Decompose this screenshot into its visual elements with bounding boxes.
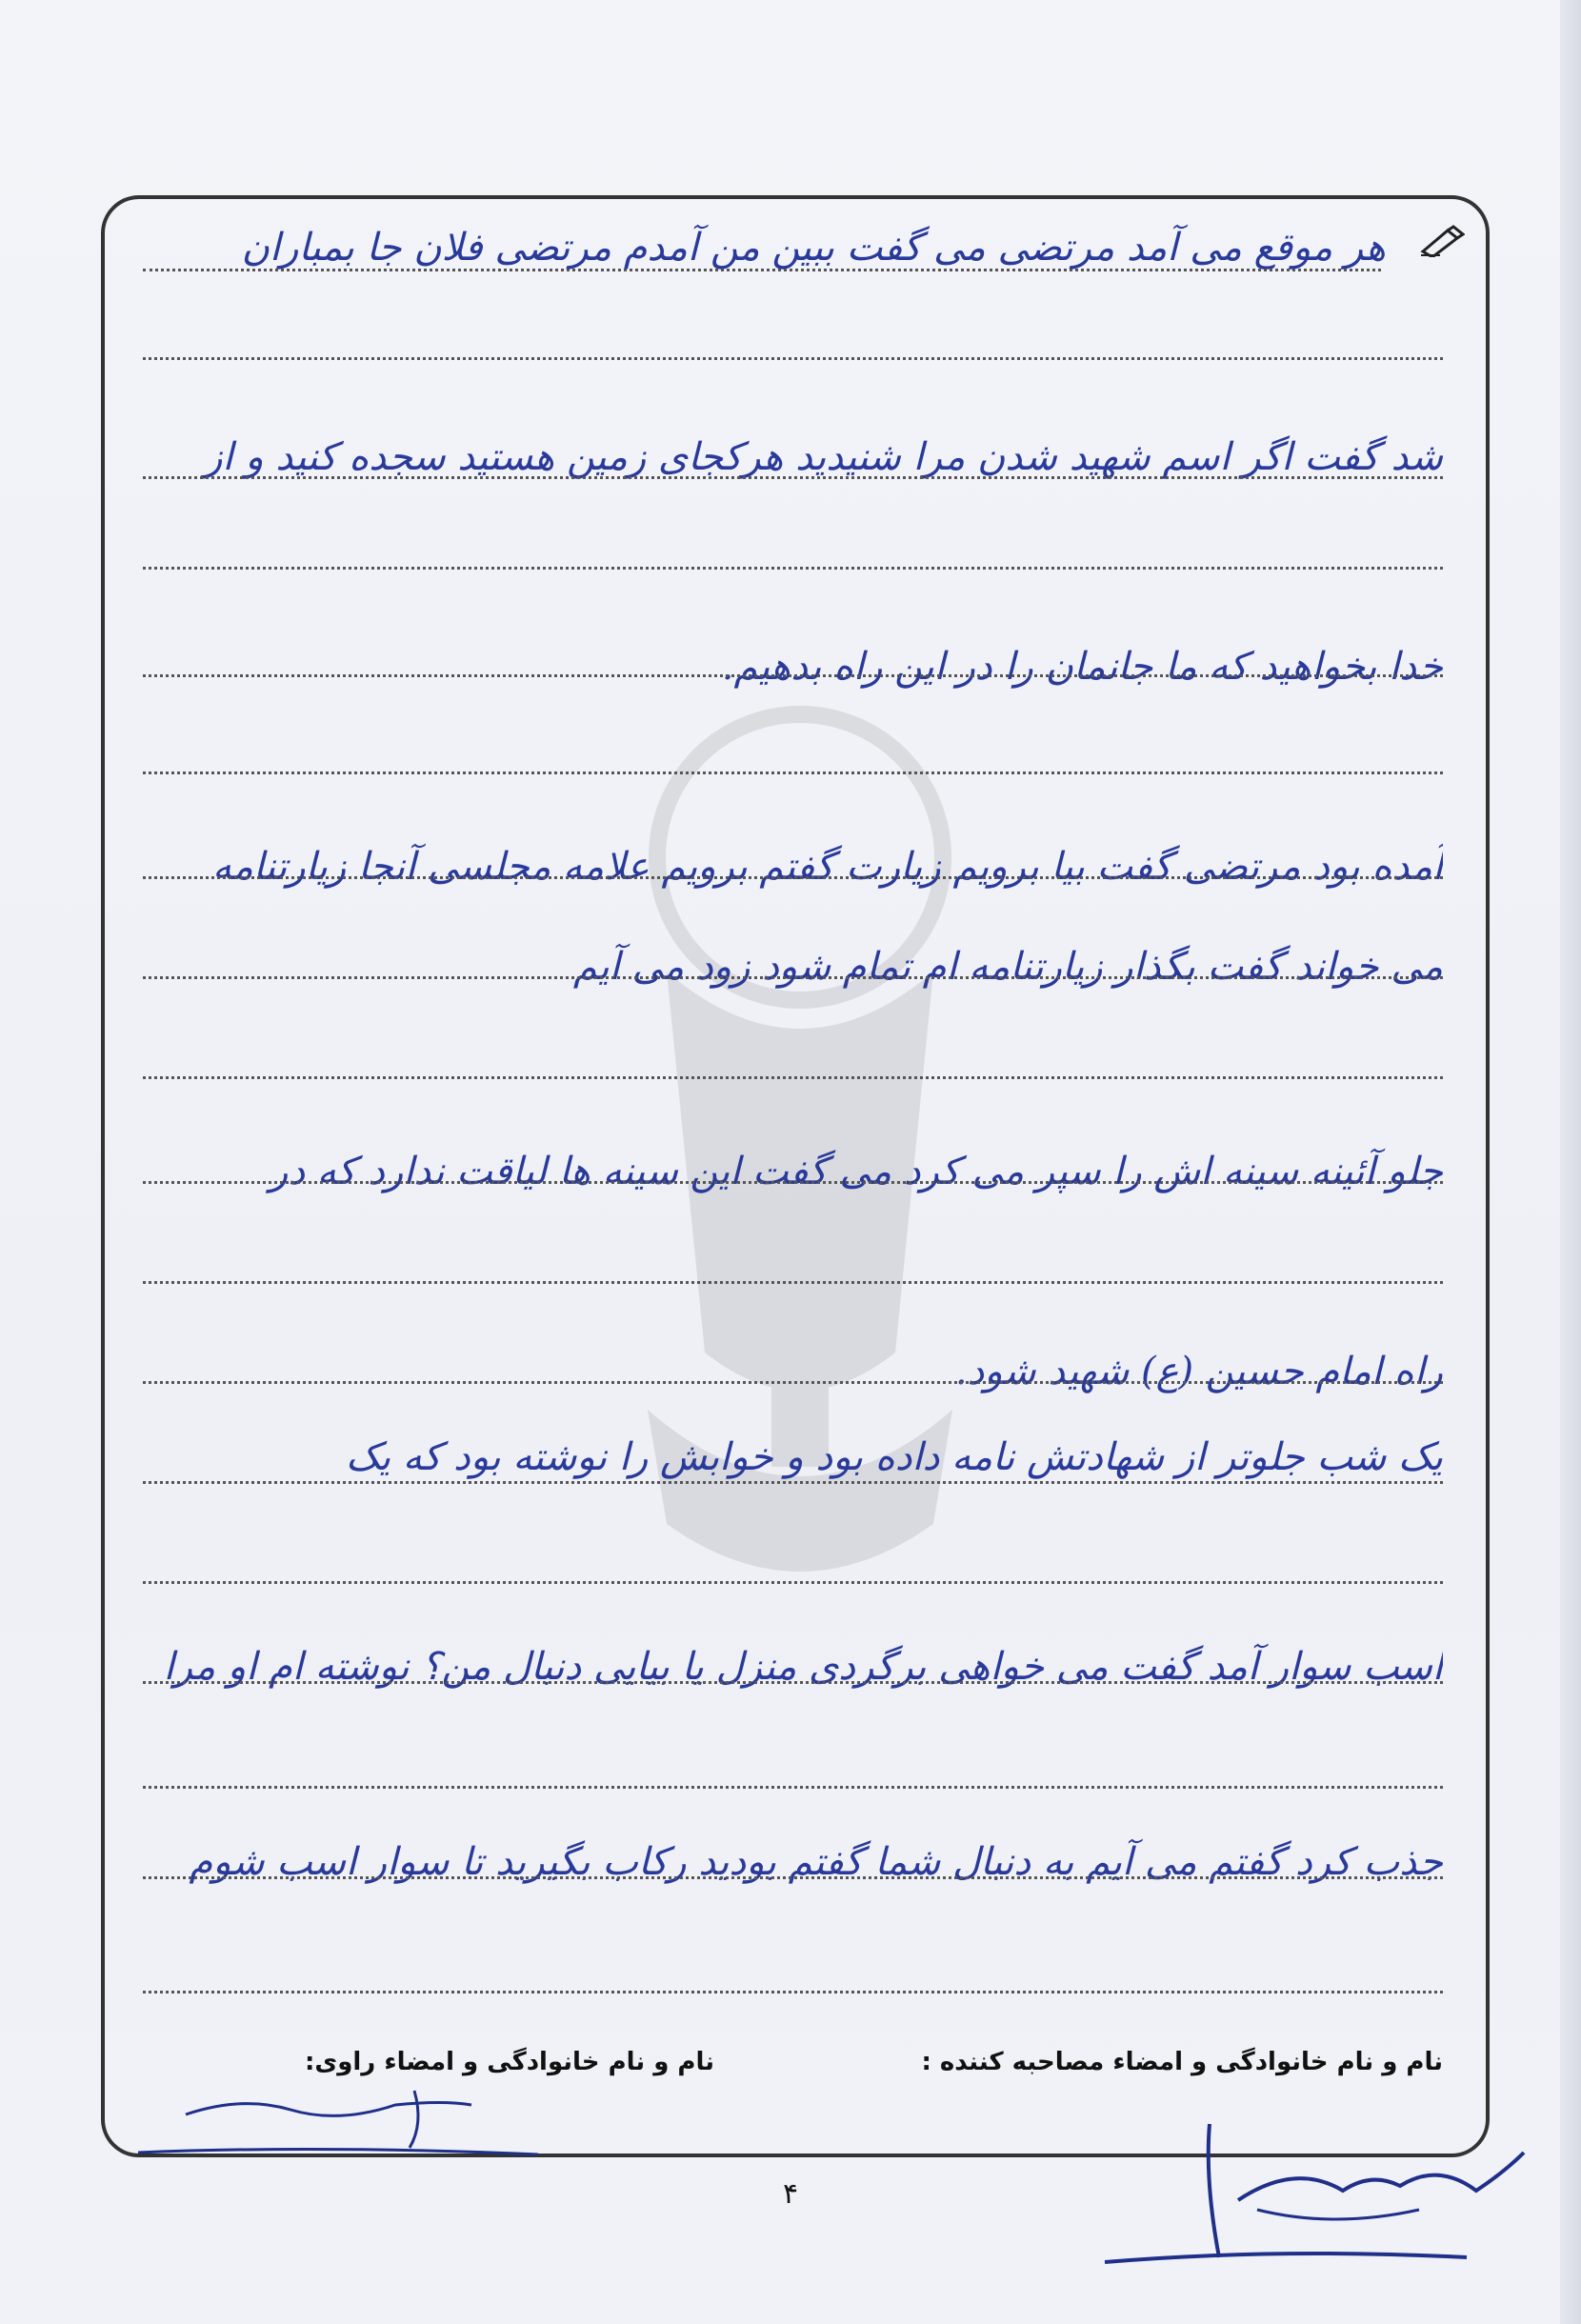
handwritten-line-10: جذب کرد گفتم می آیم به دنبال شما گفتم بودید رکاب بگیرید تا سوار اسب شوم — [189, 1840, 1443, 1884]
ruled-line — [143, 1876, 1443, 1879]
handwritten-line-6: جلو آئینه سینه اش را سپر می کرد می گفت این سینه ها لیاقت ندارد که در — [270, 1150, 1443, 1193]
ruled-line — [143, 476, 1443, 479]
ruled-line — [143, 357, 1443, 360]
handwritten-line-8: یک شب جلوتر از شهادتش نامه داده بود و خوابش را نوشته بود که یک — [346, 1435, 1443, 1479]
ruled-line — [143, 1281, 1443, 1284]
interviewer-signature-label: نام و نام خانوادگی و امضاء مصاحبه کننده : — [921, 2048, 1443, 2076]
handwritten-line-1: هر موقع می آمد مرتضی می گفت ببین من آمدم مرتضی فلان جا بمباران — [241, 226, 1386, 270]
ruled-line — [143, 1991, 1443, 1993]
ruled-line — [143, 1786, 1443, 1789]
ruled-line — [143, 1681, 1443, 1684]
ruled-line — [143, 1581, 1443, 1584]
handwritten-line-4: آمده بود مرتضی گفت بیا برویم زیارت گفتم برویم علامه مجلسی آنجا زیارتنامه — [212, 845, 1443, 889]
interviewer-signature — [1086, 2095, 1543, 2295]
page-number: ۴ — [782, 2177, 799, 2211]
ruled-line — [143, 1181, 1443, 1184]
ruled-line — [143, 674, 1443, 677]
handwritten-line-9: اسب سوار آمد گفت می خواهی برگردی منزل یا بیایی دنبال من؟ نوشته ام او مرا — [163, 1645, 1443, 1689]
ruled-line — [143, 269, 1381, 271]
narrator-signature-label: نام و نام خانوادگی و امضاء راوی: — [305, 2048, 714, 2076]
handwritten-line-7: راه امام حسین (ع) شهید شود. — [954, 1350, 1443, 1393]
ruled-line — [143, 771, 1443, 774]
ruled-line — [143, 876, 1443, 879]
ruled-line — [143, 1076, 1443, 1079]
ruled-line — [143, 1381, 1443, 1384]
handwritten-line-3: خدا بخواهید که ما جانمان را در این راه بدهیم. — [721, 645, 1443, 689]
ruled-line — [143, 1481, 1443, 1484]
ruled-line — [143, 567, 1443, 570]
pen-icon — [1419, 225, 1465, 257]
narrator-signature — [129, 2086, 557, 2172]
paper-edge — [1560, 0, 1581, 2324]
handwritten-line-2: شد گفت اگر اسم شهید شدن مرا شنیدید هرکجای زمین هستید سجده کنید و از — [204, 435, 1443, 479]
ruled-line — [143, 976, 1443, 979]
handwritten-line-5: می خواند گفت بگذار زیارتنامه ام تمام شود زود می آیم — [572, 945, 1443, 989]
